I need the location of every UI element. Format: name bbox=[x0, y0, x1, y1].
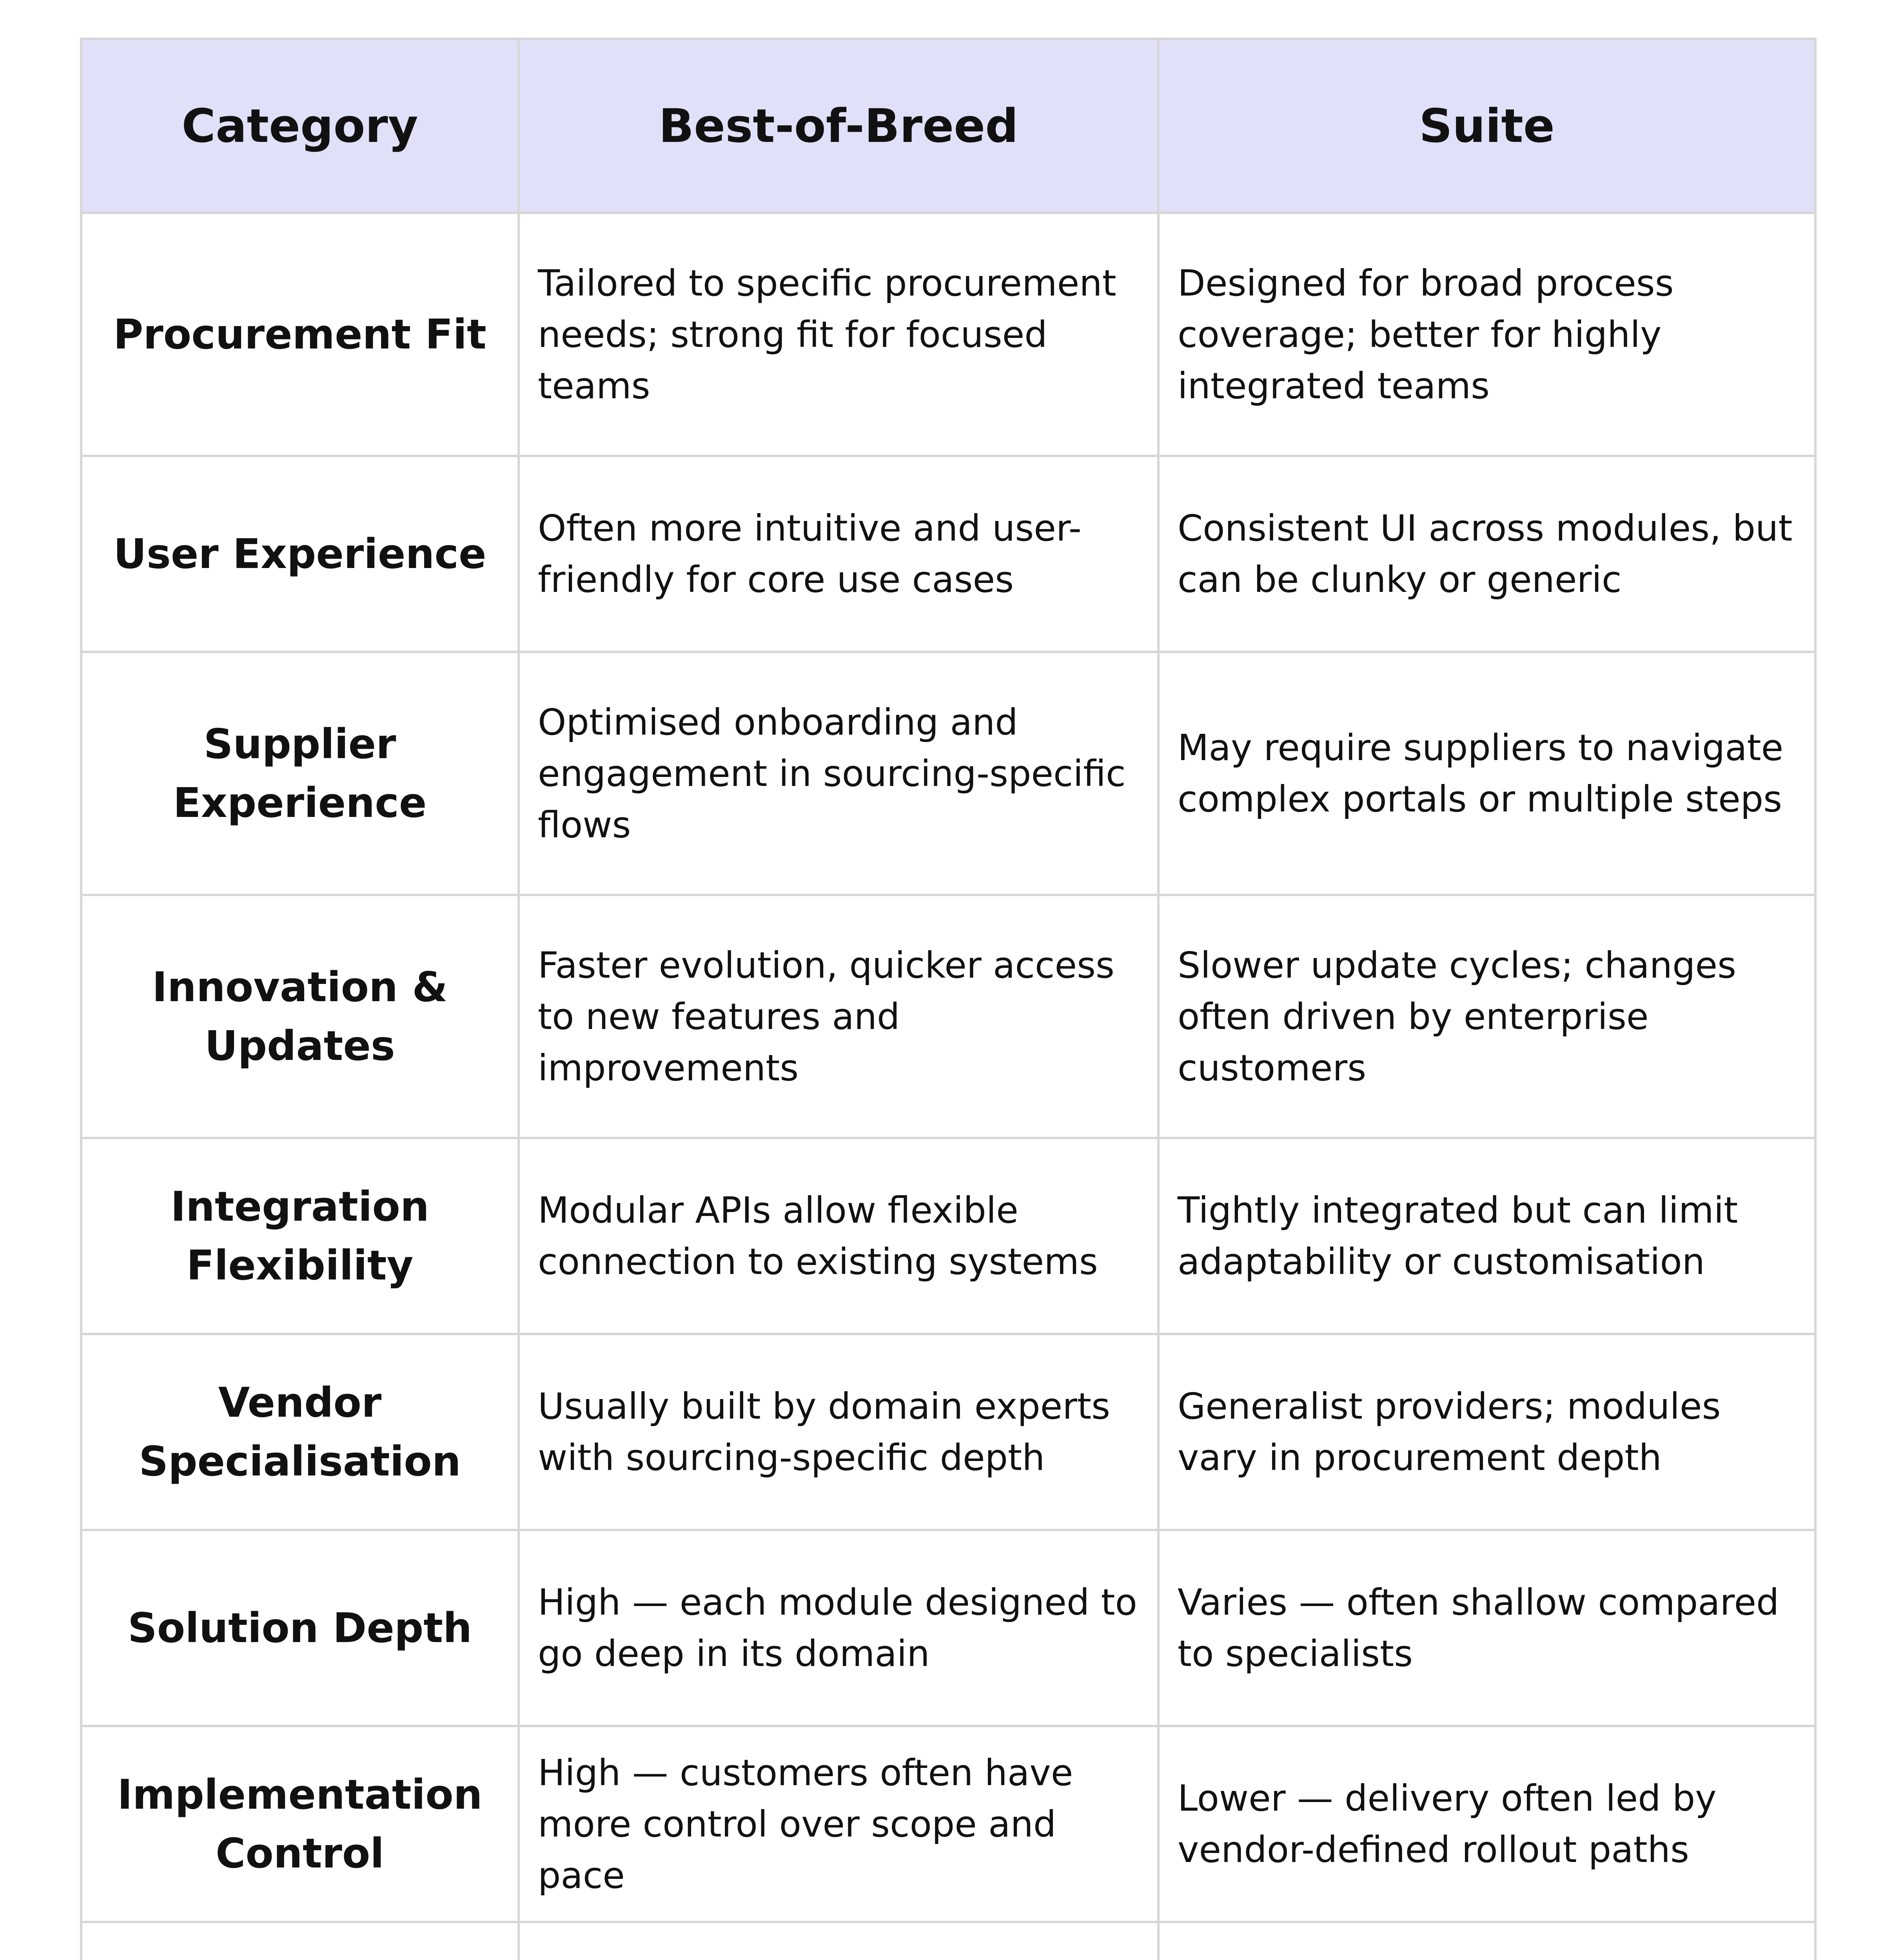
row-best-of-breed: Tailored to specific procurement needs; strong fit for focused teams bbox=[519, 213, 1158, 456]
row-category: Procurement Fit bbox=[81, 213, 519, 456]
header-best-of-breed: Best-of-Breed bbox=[519, 39, 1158, 213]
row-suite: Designed for broad process coverage; better for highly integrated teams bbox=[1158, 213, 1815, 456]
table-row bbox=[81, 652, 1815, 895]
table-row bbox=[81, 213, 1815, 456]
table-row bbox=[81, 1138, 1815, 1334]
row-category: Supplier Experience bbox=[81, 652, 519, 895]
row-category: Vendor Specialisation bbox=[81, 1334, 519, 1530]
row-category: Innovation & Updates bbox=[81, 895, 519, 1138]
row-best-of-breed bbox=[519, 1922, 1158, 1960]
table-row bbox=[81, 1922, 1815, 1960]
row-category: Solution Depth bbox=[81, 1530, 519, 1726]
header-category: Category bbox=[81, 39, 519, 213]
header-row bbox=[81, 39, 1815, 213]
row-category: User Experience bbox=[81, 456, 519, 652]
row-best-of-breed: Usually built by domain experts with sourcing-specific depth bbox=[519, 1334, 1158, 1530]
row-category bbox=[81, 1922, 519, 1960]
table-body bbox=[81, 213, 1815, 1960]
row-suite: Tightly integrated but can limit adaptability or customisation bbox=[1158, 1138, 1815, 1334]
row-suite: May require suppliers to navigate complex portals or multiple steps bbox=[1158, 652, 1815, 895]
table-row bbox=[81, 1334, 1815, 1530]
row-suite: Consistent UI across modules, but can be clunky or generic bbox=[1158, 456, 1815, 652]
table-row bbox=[81, 895, 1815, 1138]
comparison-table bbox=[80, 38, 1817, 1960]
row-category: Integration Flexibility bbox=[81, 1138, 519, 1334]
row-category: Implementation Control bbox=[81, 1726, 519, 1922]
row-suite: Slower update cycles; changes often driven by enterprise customers bbox=[1158, 895, 1815, 1138]
row-best-of-breed: Often more intuitive and user-friendly for core use cases bbox=[519, 456, 1158, 652]
row-suite: Lower — delivery often led by vendor-defined rollout paths bbox=[1158, 1726, 1815, 1922]
table-row bbox=[81, 1530, 1815, 1726]
row-suite bbox=[1158, 1922, 1815, 1960]
row-best-of-breed: Optimised onboarding and engagement in sourcing-specific flows bbox=[519, 652, 1158, 895]
row-best-of-breed: High — each module designed to go deep in its domain bbox=[519, 1530, 1158, 1726]
row-best-of-breed: High — customers often have more control over scope and pace bbox=[519, 1726, 1158, 1922]
row-suite: Generalist providers; modules vary in procurement depth bbox=[1158, 1334, 1815, 1530]
table-header bbox=[81, 39, 1815, 213]
header-suite: Suite bbox=[1158, 39, 1815, 213]
row-best-of-breed: Modular APIs allow flexible connection to existing systems bbox=[519, 1138, 1158, 1334]
table-row bbox=[81, 1726, 1815, 1922]
row-best-of-breed: Faster evolution, quicker access to new features and improvements bbox=[519, 895, 1158, 1138]
row-suite: Varies — often shallow compared to specialists bbox=[1158, 1530, 1815, 1726]
table-row bbox=[81, 456, 1815, 652]
